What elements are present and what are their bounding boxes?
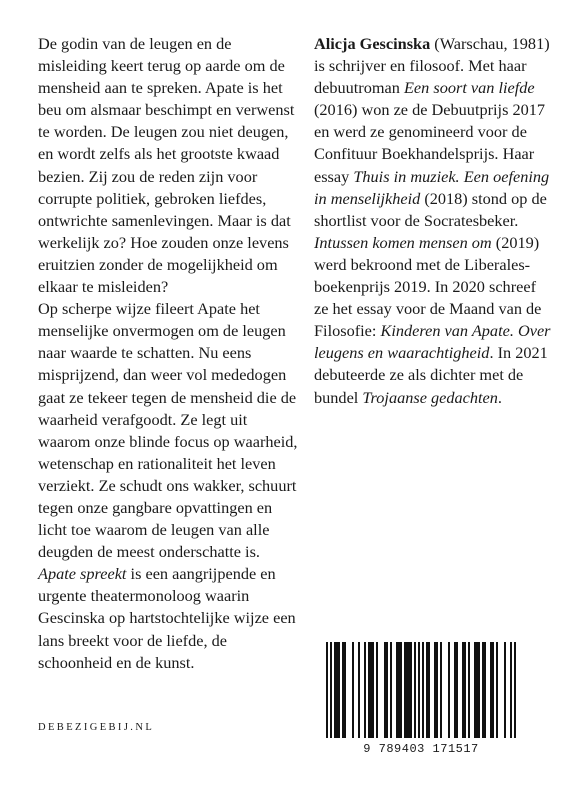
barcode-bar xyxy=(504,642,506,738)
barcode-bar xyxy=(410,642,412,738)
blurb-paragraph-2: Op scherpe wijze fileert Apate het menselijke onvermogen om de leugen naar waarde te schatten. Nu eens misprijzend, dan weer vol mededogen gaat ze tekeer tegen de mensheid die de waarheid verafgoodt. Ze legt uit waarom onze blinde focus op waarheid, wetenschap en rationaliteit het leven verziekt. Ze schudt ons wakker, schuurt tegen onze gangbare opvattingen en licht toe waarom de leugen van alle deugden de meest onderschatte is. xyxy=(38,299,298,562)
blurb-column xyxy=(38,33,300,674)
bio-text-5: . In 2021 debuteerde ze als dichter met de bundel xyxy=(314,343,548,407)
barcode-bar xyxy=(462,642,464,738)
bio-text-3: (2018) stond op de shortlist voor de Socratesbeker. xyxy=(314,188,547,230)
author-name: Alicja Gescinska xyxy=(314,34,431,53)
barcode-bar xyxy=(338,642,340,738)
barcode-bar xyxy=(344,642,346,738)
barcode-bar xyxy=(492,642,494,738)
barcode-bar xyxy=(398,642,400,738)
barcode-bar xyxy=(390,642,392,738)
barcode-bar xyxy=(428,642,430,738)
blurb-paragraph-3-text: is een aangrijpende en urgente theatermonoloog waarin Gescinska op hartstochtelijke wijze een lans breekt voor de liefde, de schoonheid en de kunst. xyxy=(38,564,296,672)
barcode-bar xyxy=(484,642,486,738)
barcode-bar xyxy=(454,642,456,738)
bio-book-4: Kinderen van Apate. Over leugens en waarachtigheid xyxy=(314,321,551,363)
blurb-paragraph-3 xyxy=(38,563,300,673)
barcode-bar xyxy=(404,642,406,738)
barcode-bar xyxy=(478,642,480,738)
barcode-bar xyxy=(510,642,512,738)
barcode-bar xyxy=(406,642,408,738)
barcode-bar xyxy=(326,642,328,738)
barcode-bar xyxy=(342,642,344,738)
barcode-bar xyxy=(368,642,370,738)
barcode-bar xyxy=(364,642,366,738)
barcode-bar xyxy=(414,642,416,738)
bio-text-4: (2019) werd bekroond met de Liberales-boekenprijs 2019. In 2020 schreef ze het essay voor de Maand van de Filosofie: xyxy=(314,232,542,341)
bio-book-5: Trojaanse gedachten xyxy=(362,387,498,407)
barcode-bar xyxy=(386,642,388,738)
barcode-bar xyxy=(448,642,450,738)
barcode-bar xyxy=(496,642,498,738)
barcode-bar xyxy=(440,642,442,738)
barcode-bar xyxy=(456,642,458,738)
barcode-bar xyxy=(408,642,410,738)
bio-text-1: (Warschau, 1981) is schrijver en filosoof. Met haar debuutroman xyxy=(314,34,550,98)
publisher-website: DEBEZIGEBIJ.NL xyxy=(38,722,155,733)
barcode-bar xyxy=(400,642,402,738)
bio-book-1: Een soort van liefde xyxy=(403,78,535,98)
barcode-bar xyxy=(334,642,336,738)
barcode-bar xyxy=(370,642,372,738)
isbn-number: 9 789403 171517 xyxy=(363,742,479,756)
barcode-bar xyxy=(468,642,470,738)
author-bio xyxy=(314,33,554,409)
barcode-bar xyxy=(336,642,338,738)
bio-text-2: (2016) won ze de Debuutprijs 2017 en werd ze genomineerd voor de Confituur Boekhandelsprijs. Haar essay xyxy=(314,100,546,186)
bio-book-3: Intussen komen mensen om xyxy=(314,232,492,252)
barcode-bar xyxy=(418,642,420,738)
barcode-bar xyxy=(434,642,436,738)
barcode-bar xyxy=(482,642,484,738)
barcode xyxy=(310,640,532,758)
barcode-bars xyxy=(314,642,528,740)
barcode-bar xyxy=(476,642,478,738)
barcode-bar xyxy=(330,642,332,738)
barcode-bar xyxy=(384,642,386,738)
bio-book-2: Thuis in muziek. Een oefening in menselijkheid xyxy=(314,166,550,208)
blurb-paragraph-1: De godin van de leugen en de misleiding keert terug op aarde om de mensheid aan te spreken. Apate is het beu om alsmaar beschimpt en verwenst te worden. De leugen zou niet deugen, en wordt zelfs als het grootste kwaad bezien. Zij zou de reden zijn voor corrupte politiek, gebroken liefdes, ontwrichte samenlevingen. Maar is dat werkelijk zo? Hoe zouden onze levens eruitzien zonder de mogelijkheid om elkaar te misleiden? xyxy=(38,34,295,297)
barcode-bar xyxy=(474,642,476,738)
barcode-bar xyxy=(464,642,466,738)
barcode-bar xyxy=(372,642,374,738)
barcode-bar xyxy=(396,642,398,738)
barcode-bar xyxy=(426,642,428,738)
barcode-bar xyxy=(358,642,360,738)
book-title: Apate spreekt xyxy=(38,564,127,584)
barcode-bar xyxy=(436,642,438,738)
barcode-bar xyxy=(376,642,378,738)
barcode-bar xyxy=(422,642,424,738)
barcode-bar xyxy=(490,642,492,738)
author-bio-column xyxy=(314,33,554,409)
barcode-bar xyxy=(352,642,354,738)
bio-text-6: . xyxy=(497,387,502,407)
barcode-bar xyxy=(514,642,516,738)
